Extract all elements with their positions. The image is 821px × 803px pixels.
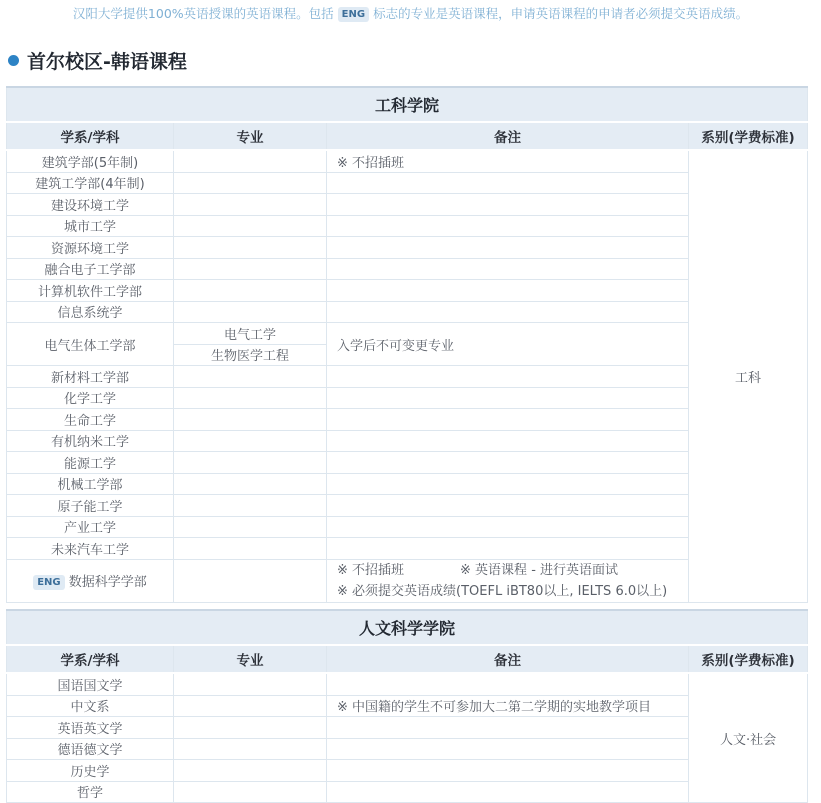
note-cell bbox=[327, 215, 689, 237]
dept-cell: 城市工学 bbox=[7, 215, 174, 237]
dept-cell: 新材料工学部 bbox=[7, 366, 174, 388]
col-category-header: 系别(学费标准) bbox=[689, 122, 808, 150]
note-cell-electrical: 入学后不可变更专业 bbox=[327, 323, 689, 366]
major-cell bbox=[174, 717, 327, 739]
college-title-humanities: 人文科学学院 bbox=[7, 610, 808, 645]
table-row bbox=[7, 366, 808, 388]
note-cell bbox=[327, 473, 689, 495]
major-cell bbox=[174, 301, 327, 323]
col-note-header: 备注 bbox=[327, 122, 689, 150]
major-cell bbox=[174, 673, 327, 695]
major-cell bbox=[174, 760, 327, 782]
note-cell bbox=[327, 194, 689, 216]
note-cell bbox=[327, 673, 689, 695]
data-science-dept: 数据科学学部 bbox=[68, 575, 147, 590]
note-cell bbox=[327, 172, 689, 194]
major-cell bbox=[174, 280, 327, 302]
major-cell bbox=[174, 452, 327, 474]
major-cell bbox=[174, 237, 327, 259]
dept-cell: 英语英文学 bbox=[7, 717, 174, 739]
note-cell bbox=[327, 237, 689, 259]
table-row bbox=[7, 237, 808, 259]
dept-cell: 生命工学 bbox=[7, 409, 174, 431]
table-row bbox=[7, 387, 808, 409]
major-cell bbox=[174, 409, 327, 431]
major-cell bbox=[174, 150, 327, 172]
category-cell-humanities: 人文·社会 bbox=[689, 673, 808, 803]
dept-cell: 未来汽车工学 bbox=[7, 538, 174, 560]
major-cell-biomedical: 生物医学工程 bbox=[174, 344, 327, 366]
dept-cell: 原子能工学 bbox=[7, 495, 174, 517]
table-row bbox=[7, 695, 808, 717]
notice-text-after: 标志的专业是英语课程，申请英语课程的申请者必须提交英语成绩。 bbox=[373, 6, 749, 21]
col-note-header: 备注 bbox=[327, 645, 689, 673]
table-row bbox=[7, 194, 808, 216]
major-cell bbox=[174, 738, 327, 760]
col-dept-header: 学系/学科 bbox=[7, 122, 174, 150]
note-cell bbox=[327, 387, 689, 409]
dept-cell: 历史学 bbox=[7, 760, 174, 782]
note-cell-data-science bbox=[327, 559, 689, 602]
table-row bbox=[7, 215, 808, 237]
note-cell bbox=[327, 366, 689, 388]
col-category-header: 系别(学费标准) bbox=[689, 645, 808, 673]
table-row bbox=[7, 430, 808, 452]
table-row bbox=[7, 538, 808, 560]
data-science-note-no-transfer: ※ 不招插班 bbox=[337, 562, 405, 578]
major-cell bbox=[174, 194, 327, 216]
major-cell-electrical: 电气工学 bbox=[174, 323, 327, 345]
table-row bbox=[7, 738, 808, 760]
table-row bbox=[7, 673, 808, 695]
major-cell bbox=[174, 695, 327, 717]
major-cell bbox=[174, 215, 327, 237]
table-row bbox=[7, 301, 808, 323]
dept-cell: 国语国文学 bbox=[7, 673, 174, 695]
dept-cell-electrical: 电气生体工学部 bbox=[7, 323, 174, 366]
note-cell bbox=[327, 781, 689, 803]
dept-cell: 计算机软件工学部 bbox=[7, 280, 174, 302]
college-title-engineering: 工科学院 bbox=[7, 87, 808, 122]
note-cell bbox=[327, 495, 689, 517]
dept-cell: 德语德文学 bbox=[7, 738, 174, 760]
table-row bbox=[7, 559, 808, 602]
col-dept-header: 学系/学科 bbox=[7, 645, 174, 673]
table-row bbox=[7, 258, 808, 280]
table-row bbox=[7, 516, 808, 538]
notice-text-before: 汉阳大学提供100%英语授课的英语课程。包括 bbox=[72, 6, 334, 21]
table-row bbox=[7, 150, 808, 172]
section-title: 首尔校区-韩语课程 bbox=[27, 50, 187, 73]
note-cell bbox=[327, 538, 689, 560]
note-cell bbox=[327, 280, 689, 302]
note-cell bbox=[327, 738, 689, 760]
dept-cell: 融合电子工学部 bbox=[7, 258, 174, 280]
section-heading bbox=[8, 48, 187, 72]
eng-badge: ENG bbox=[338, 7, 369, 22]
note-cell bbox=[327, 717, 689, 739]
dept-cell: 建筑学部(5年制) bbox=[7, 150, 174, 172]
major-cell bbox=[174, 538, 327, 560]
table-row bbox=[7, 717, 808, 739]
data-science-note-english-score: ※ 必须提交英语成绩(TOEFL iBT80以上, IELTS 6.0以上) bbox=[337, 583, 668, 599]
dept-cell: 有机纳米工学 bbox=[7, 430, 174, 452]
note-cell bbox=[327, 258, 689, 280]
note-cell bbox=[327, 760, 689, 782]
dept-cell: 中文系 bbox=[7, 695, 174, 717]
note-cell bbox=[327, 516, 689, 538]
major-cell bbox=[174, 559, 327, 602]
dept-cell: 建筑工学部(4年制) bbox=[7, 172, 174, 194]
note-cell bbox=[327, 452, 689, 474]
table-row bbox=[7, 409, 808, 431]
dept-cell: 化学工学 bbox=[7, 387, 174, 409]
note-cell: ※ 不招插班 bbox=[327, 150, 689, 172]
major-cell bbox=[174, 172, 327, 194]
dept-cell: 信息系统学 bbox=[7, 301, 174, 323]
table-row bbox=[7, 760, 808, 782]
col-major-header: 专业 bbox=[174, 122, 327, 150]
data-science-note-interview: ※ 英语课程 - 进行英语面试 bbox=[460, 562, 619, 578]
bullet-dot-icon bbox=[8, 55, 19, 66]
major-cell bbox=[174, 495, 327, 517]
table-row bbox=[7, 172, 808, 194]
major-cell bbox=[174, 516, 327, 538]
table-row bbox=[7, 781, 808, 803]
dept-cell-data-science bbox=[7, 559, 174, 602]
major-cell bbox=[174, 387, 327, 409]
table-row bbox=[7, 495, 808, 517]
dept-cell: 资源环境工学 bbox=[7, 237, 174, 259]
dept-cell: 哲学 bbox=[7, 781, 174, 803]
category-cell-engineering: 工科 bbox=[689, 150, 808, 602]
table-row bbox=[7, 473, 808, 495]
note-cell: ※ 中国籍的学生不可参加大二第二学期的实地教学项目 bbox=[327, 695, 689, 717]
english-course-notice bbox=[0, 4, 821, 22]
table-row bbox=[7, 452, 808, 474]
dept-cell: 能源工学 bbox=[7, 452, 174, 474]
major-cell bbox=[174, 473, 327, 495]
major-cell bbox=[174, 366, 327, 388]
humanities-table bbox=[6, 609, 808, 803]
note-cell bbox=[327, 301, 689, 323]
table-row bbox=[7, 323, 808, 345]
major-cell bbox=[174, 430, 327, 452]
dept-cell: 建设环境工学 bbox=[7, 194, 174, 216]
dept-cell: 产业工学 bbox=[7, 516, 174, 538]
major-cell bbox=[174, 781, 327, 803]
eng-badge: ENG bbox=[33, 575, 64, 590]
dept-cell: 机械工学部 bbox=[7, 473, 174, 495]
col-major-header: 专业 bbox=[174, 645, 327, 673]
engineering-table bbox=[6, 86, 808, 603]
note-cell bbox=[327, 409, 689, 431]
major-cell bbox=[174, 258, 327, 280]
note-cell bbox=[327, 430, 689, 452]
table-row bbox=[7, 280, 808, 302]
